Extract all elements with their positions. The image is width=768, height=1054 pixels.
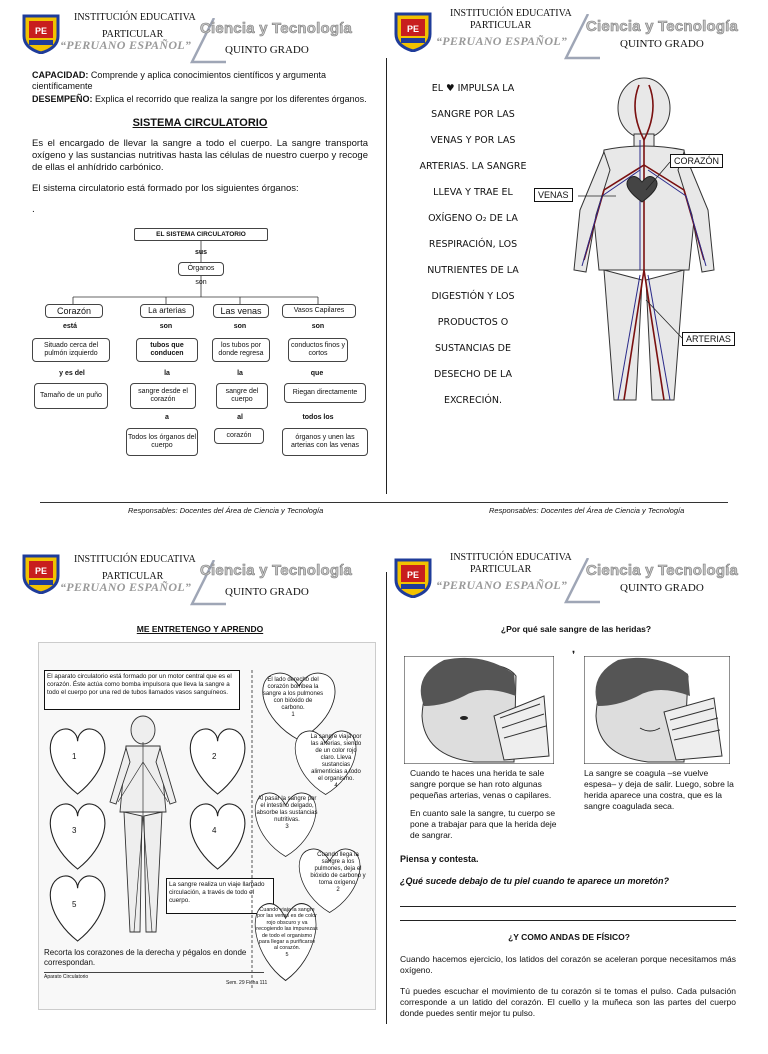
map-corazon	[45, 304, 103, 318]
map-label-la: la	[164, 370, 170, 377]
sheet-footer-right: Sem. 29 Ficha 111	[226, 980, 268, 986]
illustration-wound	[404, 656, 554, 764]
map-c2-text: Tamaño de un puño	[40, 392, 102, 399]
map-k2-text: Riegan directamente	[292, 389, 358, 396]
poem-line: RESPIRACIÓN, LOS	[428, 239, 518, 250]
institution-line2: PARTICULAR	[102, 29, 164, 40]
bleeding-title: ¿Por qué sale sangre de las heridas?	[500, 624, 652, 634]
caption-clot: La sangre se coagula –se vuelve espesa– y deja de salir. Luego, sobre la herida aparece una costra, que es la sangre coagulada seca.	[584, 768, 734, 811]
institution-line1: INSTITUCIÓN EDUCATIVA	[450, 8, 572, 19]
sheet-footer-text: Aparato Circulatorio	[44, 974, 89, 980]
poem-line: VENAS Y POR LAS	[430, 135, 516, 146]
map-v3-text: corazón	[226, 432, 252, 439]
institution-name: “PERUANO ESPAÑOL”	[436, 34, 568, 48]
organs-paragraph: El sistema circulatorio está formado por los siguientes órganos:	[32, 183, 299, 194]
physical-title: ¿Y COMO ANDAS DE FÍSICO?	[508, 932, 630, 942]
institution-name: “PERUANO ESPAÑOL”	[436, 578, 568, 592]
caption-wound-b: En cuanto sale la sangre, tu cuerpo se pone a trabajar para que la herida deje de sangrar.	[410, 808, 557, 840]
answer-line-2[interactable]	[400, 920, 736, 921]
cutout-heart-number: 3	[285, 824, 289, 830]
grade-label: QUINTO GRADO	[620, 582, 704, 594]
subject-title: Ciencia y Tecnología	[200, 562, 353, 579]
poem-line: OXÍGENO O₂ DE LA	[428, 213, 518, 224]
intro-text: El aparato circulatorio está formado por un motor central que es el corazón. Éste actúa como bomba impulsora que lleva la sangre a todo el cuerpo por una red de tubos llamados vasos sanguíneos.	[47, 673, 232, 696]
map-v2	[216, 383, 268, 409]
map-label-sus: sus	[194, 249, 208, 256]
cutout-heart-text: Cuando llega la sangre a los pulmones, deja el bióxido de carbono y toma oxígeno.	[310, 852, 366, 886]
heart-number: 5	[72, 900, 77, 909]
map-k1	[288, 338, 348, 362]
cutout-heart-text: El lado derecho del corazón bombea la sangre a los pulmones con bióxido de carbono.	[262, 677, 324, 711]
map-a2-text: sangre desde el corazón	[138, 388, 188, 403]
map-label-son4: son	[311, 323, 325, 330]
map-a1	[136, 338, 198, 362]
map-k3	[282, 428, 368, 456]
institution-line2: PARTICULAR	[470, 564, 532, 575]
poem-line: EL ♥ IMPULSA LA	[431, 83, 515, 94]
logo-text: PE	[406, 24, 420, 34]
physical-paragraph-2: Tú puedes escuchar el movimiento de tu corazón si te tomas el pulso. Cada pulsación corresponde a un latido del corazón. El cuello y la muñeca son las partes del cuerpo donde puedes sentir mejor tu pulso.	[400, 986, 736, 1018]
intro-box	[44, 670, 240, 710]
cutout-heart-number: 5	[285, 951, 289, 958]
answer-line-1[interactable]	[400, 906, 736, 907]
map-a2	[130, 383, 196, 409]
desempeno-text: Explica el recorrido que realiza la sangre por los diferentes órganos.	[92, 94, 367, 104]
map-label-son: son	[195, 279, 207, 286]
map-corazon-text: Corazón	[56, 306, 92, 316]
cutout-heart-text: Al pasar la sangre por el intestino delgado, absorbe las sustancias nutritivas.	[256, 796, 318, 823]
label-venas: VENAS	[534, 188, 573, 202]
institution-line2: PARTICULAR	[102, 571, 164, 582]
subject-title: Ciencia y Tecnología	[200, 20, 353, 37]
map-k1-text: conductos finos y cortos	[290, 342, 346, 357]
cutout-heart-number: 4	[334, 783, 338, 789]
footer-right: Responsables: Docentes del Área de Ciencia y Tecnología	[489, 506, 685, 515]
map-arterias	[140, 304, 194, 318]
poem-line: DESECHO DE LA	[434, 369, 512, 380]
logo-text: PE	[34, 26, 48, 36]
institution-line2: PARTICULAR	[470, 20, 532, 31]
institution-line1: INSTITUCIÓN EDUCATIVA	[74, 554, 196, 565]
subject-title: Ciencia y Tecnología	[586, 18, 739, 35]
map-label-esta: está	[62, 323, 77, 330]
poem-line: EXCRECIÓN.	[443, 395, 503, 406]
desempeno-label: DESEMPEÑO:	[32, 94, 93, 104]
school-logo	[394, 558, 432, 598]
map-label-son2: son	[159, 323, 173, 330]
page-4	[384, 542, 768, 1024]
institution-line1: INSTITUCIÓN EDUCATIVA	[450, 552, 572, 563]
cutout-heart-text: Cuando viaja la sangre por las venas es de color rojo obscuro y va recogiendo las impurezas de todo el organismo para llegar a purificarse al corazón.	[256, 907, 318, 952]
school-logo	[22, 554, 60, 594]
sheet-footer	[44, 972, 264, 980]
map-label-al: al	[237, 414, 243, 421]
map-c2	[34, 383, 108, 409]
map-c1-text: Situado cerca del pulmón izquierdo	[43, 342, 99, 357]
map-v1-text: los tubos por donde regresa	[218, 342, 264, 357]
map-c1	[32, 338, 110, 362]
map-label-la2: la	[237, 370, 243, 377]
illustration-clot	[584, 656, 730, 764]
page-title: SISTEMA CIRCULATORIO	[132, 117, 268, 129]
instructions: Recorta los corazones de la derecha y pégalos en donde correspondan.	[44, 948, 247, 967]
map-a1-text: tubos que conducen	[150, 342, 184, 357]
cutout-heart-1	[262, 677, 324, 719]
page-1	[0, 0, 384, 512]
cutout-heart-text: La sangre viaja por las arterias, siendo de un color rojo claro. Lleva sustancias alimenticias a todo el organismo.	[310, 734, 362, 782]
heart-number: 4	[212, 826, 217, 835]
map-root	[134, 228, 268, 241]
map-label-que: que	[310, 370, 324, 377]
map-capilares	[282, 304, 356, 318]
map-capilares-text: Vasos Capilares	[293, 307, 345, 314]
page-header	[0, 542, 384, 612]
institution-line1: INSTITUCIÓN EDUCATIVA	[74, 12, 196, 23]
label-arterias: ARTERIAS	[682, 332, 735, 346]
institution-name: “PERUANO ESPAÑOL”	[60, 38, 192, 52]
map-label-todoslos: todos los	[302, 414, 334, 421]
footer-left: Responsables: Docentes del Área de Ciencia y Tecnología	[128, 506, 324, 515]
map-a3	[126, 428, 198, 456]
map-label-yesdel: y es del	[59, 370, 85, 377]
poem-line: LLEVA Y TRAE EL	[433, 187, 513, 198]
bruise-question: ¿Qué sucede debajo de tu piel cuando te aparece un moretón?	[400, 876, 670, 886]
institution-name: “PERUANO ESPAÑOL”	[60, 580, 192, 594]
map-k3-text: órganos y unen las arterias con las venas	[290, 434, 360, 449]
grade-label: QUINTO GRADO	[225, 586, 309, 598]
grade-label: QUINTO GRADO	[620, 38, 704, 50]
blood-drop-icon: ❜	[572, 650, 576, 661]
map-organos	[178, 262, 224, 276]
map-v2-text: sangre del cuerpo	[225, 388, 259, 403]
grade-label: QUINTO GRADO	[225, 44, 309, 56]
map-arterias-text: La arterias	[148, 306, 186, 315]
cutout-heart-number: 2	[336, 887, 340, 893]
map-v3	[214, 428, 264, 444]
heart-number: 1	[72, 752, 77, 761]
dot: .	[32, 204, 35, 215]
map-organos-text: Órganos	[187, 265, 215, 272]
poem-line: DIGESTIÓN Y LOS	[431, 291, 515, 302]
poem-line: PRODUCTOS O	[437, 317, 509, 328]
label-pointers	[384, 0, 768, 512]
subject-title: Ciencia y Tecnología	[586, 562, 739, 579]
cutout-heart-3	[256, 796, 318, 831]
page-3	[0, 542, 384, 1054]
hearts-and-body	[38, 712, 248, 972]
cutout-heart-number: 1	[291, 712, 295, 718]
piensa-label: Piensa y contesta.	[400, 854, 479, 864]
poem-line: SANGRE POR LAS	[431, 109, 515, 120]
map-venas	[213, 304, 269, 318]
intro-paragraph: Es el encargado de llevar la sangre a todo el cuerpo. La sangre transporta oxígeno y las sustancias nutritivas hasta las células de nuestro cuerpo y recoge de ellas el anhídrido carbónico.	[32, 138, 368, 173]
map-root-text: EL SISTEMA CIRCULATORIO	[156, 230, 246, 238]
map-label-son3: son	[233, 323, 247, 330]
capacidad-text: Comprende y aplica conocimientos científicos y argumenta científicamente	[32, 70, 326, 91]
poem-line: ARTERIAS. LA SANGRE	[419, 161, 527, 172]
physical-paragraph-1: Cuando hacemos ejercicio, los latidos del corazón se aceleran porque necesitamos más oxígeno.	[400, 954, 736, 975]
map-venas-text: Las venas	[220, 306, 262, 316]
logo-text: PE	[406, 570, 420, 580]
heart-number: 3	[72, 826, 77, 835]
page-header	[384, 542, 768, 612]
map-a3-text: Todos los órganos del cuerpo	[127, 434, 197, 449]
map-k2	[284, 383, 366, 403]
page-2	[384, 0, 768, 512]
cutout-heart-4	[308, 734, 364, 790]
map-v1	[212, 338, 270, 362]
poem-line: NUTRIENTES DE LA	[427, 265, 519, 276]
capacidad-label: CAPACIDAD:	[32, 70, 89, 80]
activity-title: ME ENTRETENGO Y APRENDO	[136, 624, 264, 634]
cutout-heart-5	[256, 907, 318, 958]
map-label-a: a	[165, 414, 169, 421]
logo-text: PE	[34, 566, 48, 576]
journey-text: La sangre realiza un viaje llamado circulación, a través de todo el cuerpo.	[169, 881, 265, 904]
cutout-heart-2	[310, 852, 366, 894]
label-corazon: CORAZÓN	[670, 154, 723, 168]
poem-line: SUSTANCIAS DE	[435, 343, 511, 354]
caption-wound-a: Cuando te haces una herida te sale sangre porque se han roto algunas pequeñas arterias, venas o capilares.	[410, 768, 552, 800]
heart-number: 2	[212, 752, 217, 761]
